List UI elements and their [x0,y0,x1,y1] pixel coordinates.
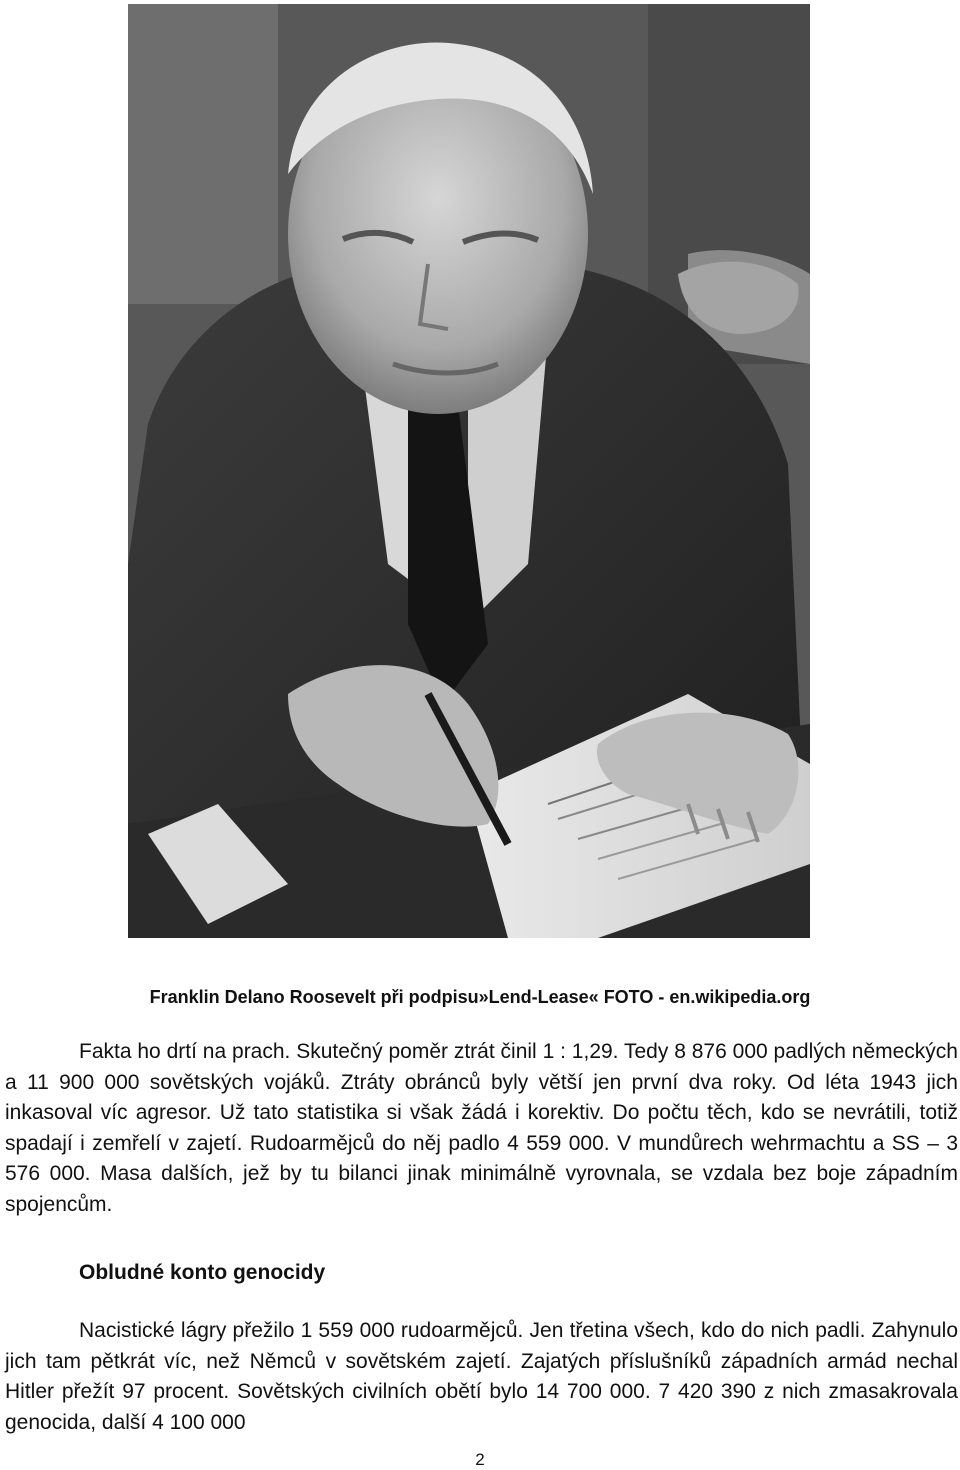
page-number: 2 [475,1450,485,1469]
photo-caption: Franklin Delano Roosevelt při podpisu»Lend-Lease« FOTO - en.wikipedia.org [149,987,811,1007]
photo-roosevelt-signing [128,4,810,938]
photo-illustration [128,4,810,938]
paragraph-losses: Fakta ho drtí na prach. Skutečný poměr ztrát činil 1 : 1,29. Tedy 8 876 000 padlých německých a 11 900 000 sovětských vojáků. Ztráty obránců byly větší jen první dva roky. Od léta 1943 jich inkasoval víc agresor. Už tato statistika si však žádá i korektiv. Do počtu těch, kdo se nevrátili, totiž spadají i zemřelí v zajetí. Rudoarmějců do něj padlo 4 559 000. V mundůrech wehrmachtu a SS – 3 576 000. Masa dalších, jež by tu bilanci jinak minimálně vyrovnala, se vzdala bez boje západním spojencům. [5,1040,958,1216]
paragraph-genocide: Nacistické lágry přežilo 1 559 000 rudoarmějců. Jen třetina všech, kdo do nich padli. Zahynulo jich tam pětkrát víc, než Němců v sovětském zajetí. Zajatých příslušníků západních armád nechal Hitler přežít 97 procent. Sovětských civilních obětí bylo 14 700 000. 7 420 390 z nich zmasakrovala genocida, další 4 100 000 [5,1319,958,1434]
section-heading: Obludné konto genocidy [79,1261,326,1284]
